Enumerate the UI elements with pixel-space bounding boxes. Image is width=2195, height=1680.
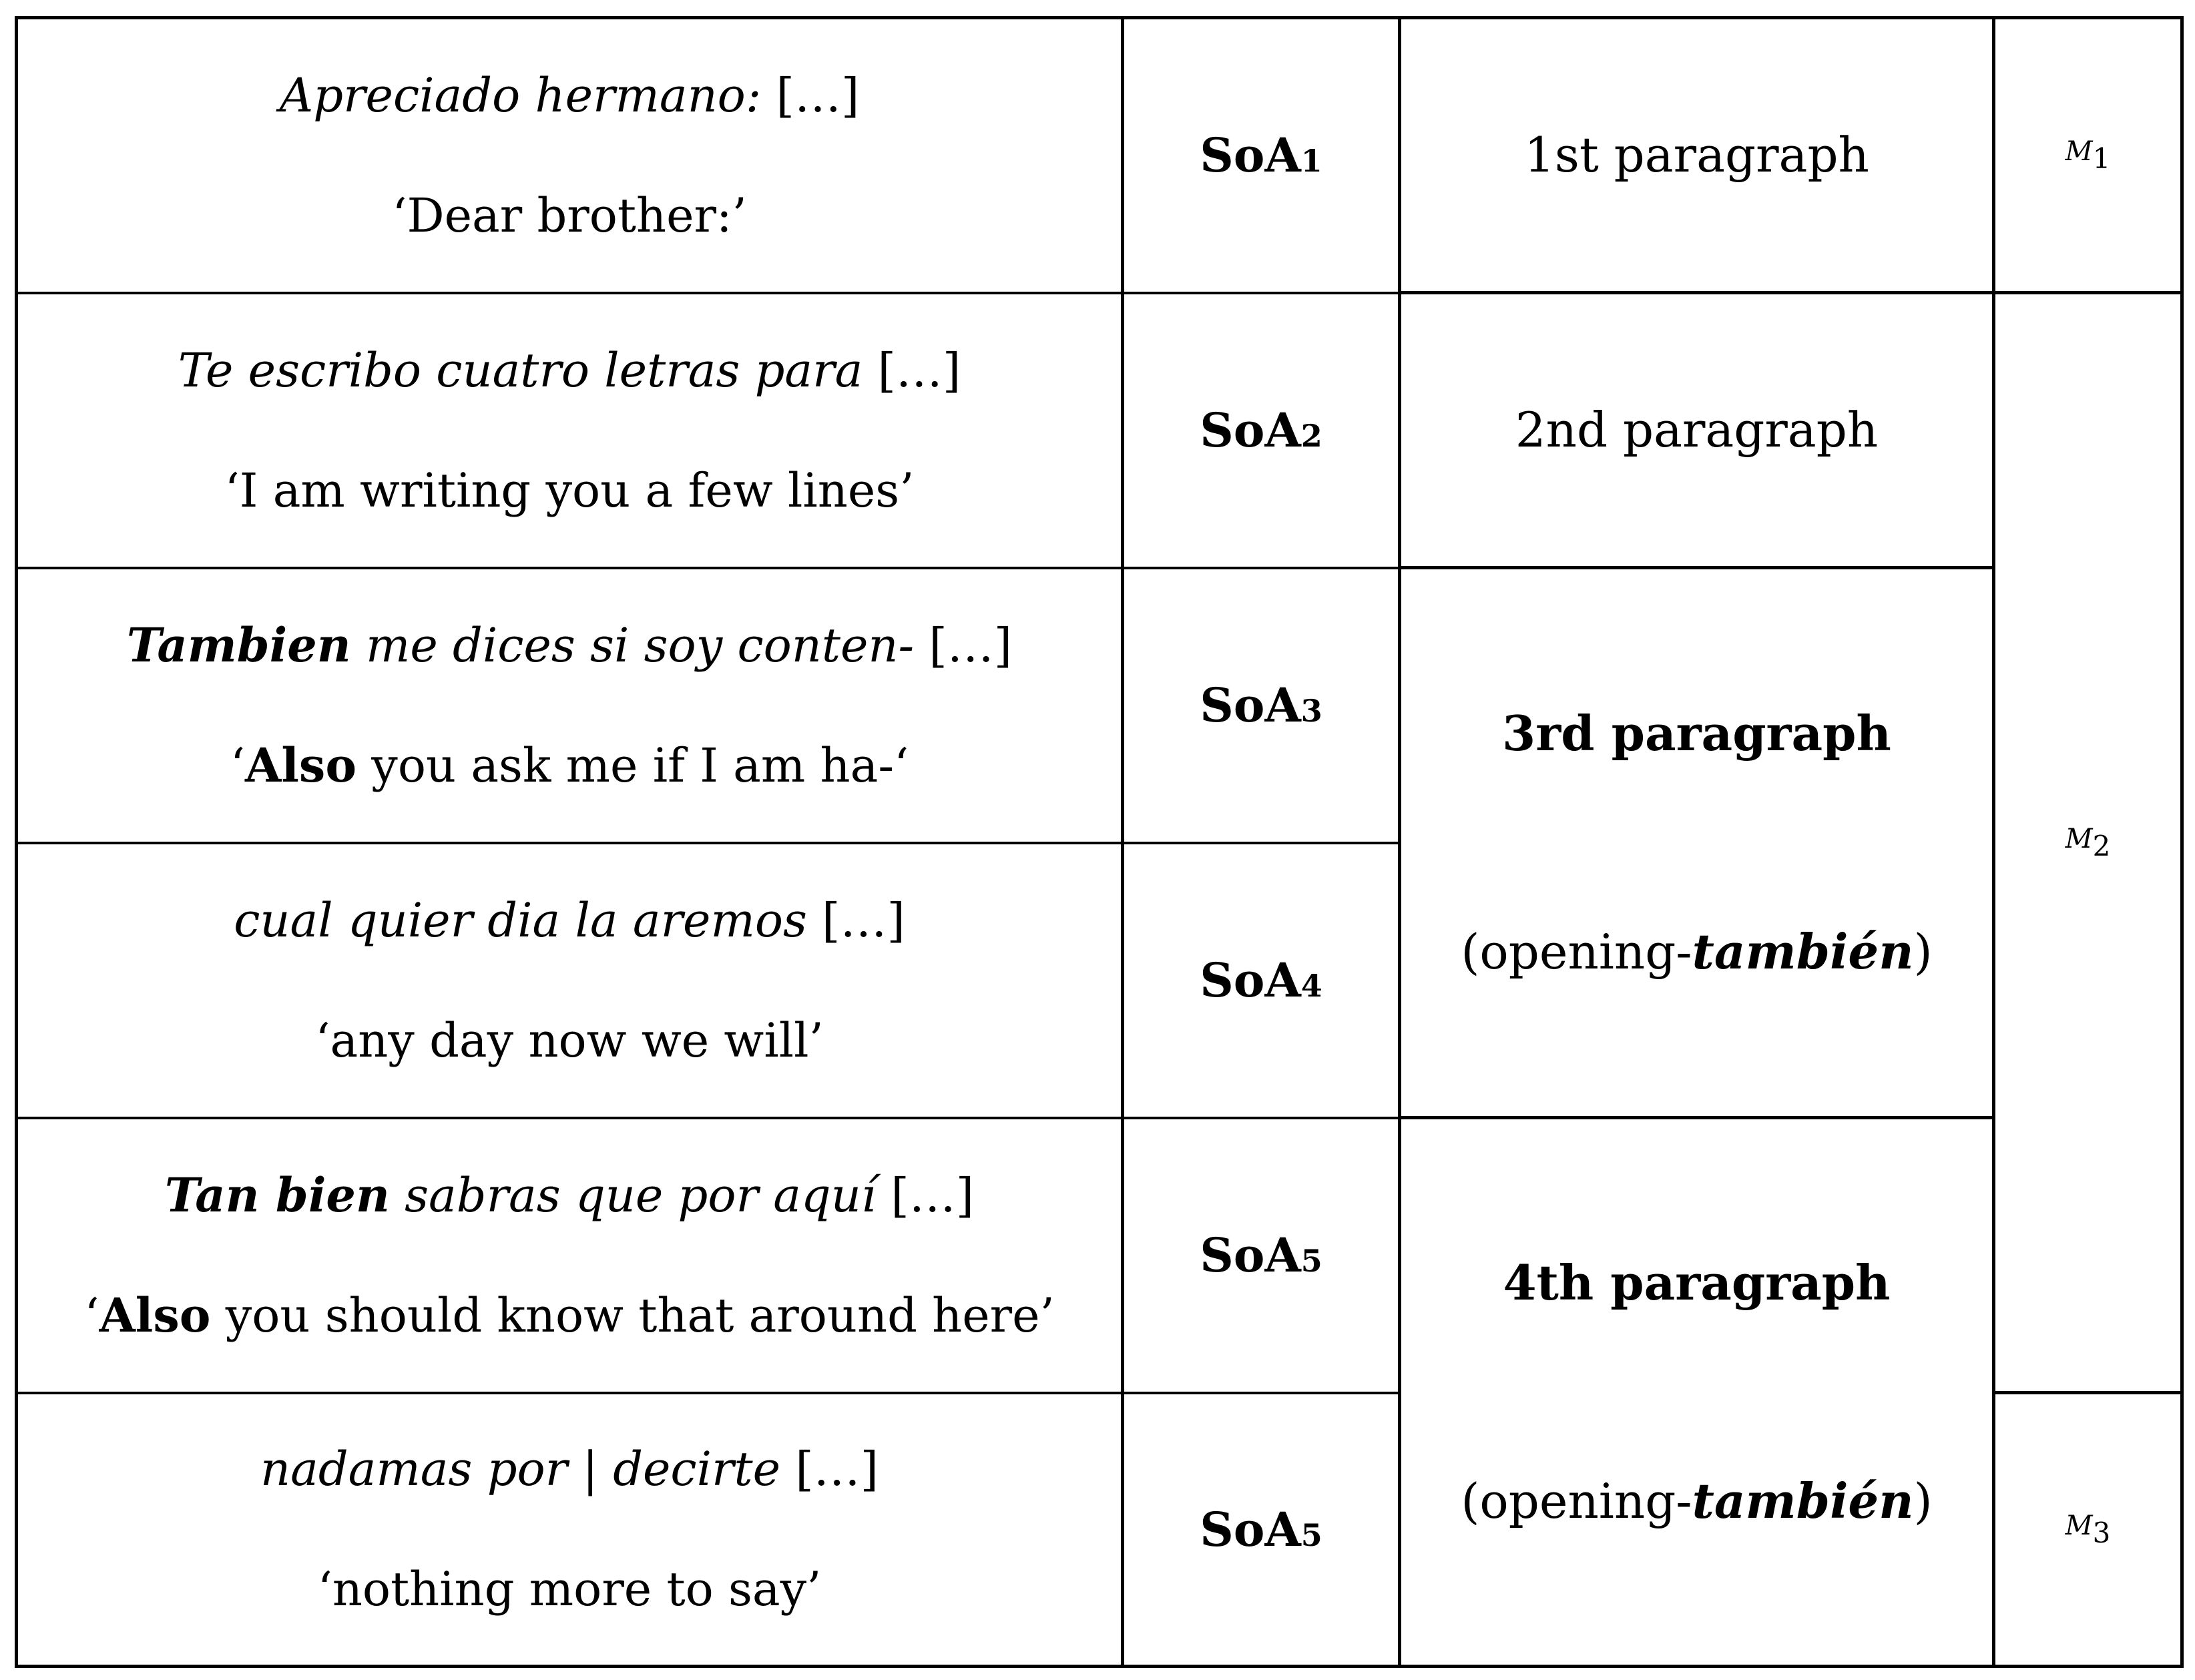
original-text: Apreciado hermano: […]: [279, 67, 860, 123]
move-cell: M2: [1994, 293, 2182, 1393]
example-cell: [17, 1393, 1123, 1667]
move-cell: M1: [1994, 18, 2182, 293]
gloss-text: ‘nothing more to say’: [317, 1562, 822, 1617]
table-row: [17, 18, 2182, 293]
paragraph-cell: [1400, 18, 1994, 293]
paragraph-title: 3rd paragraph: [1502, 705, 1891, 762]
paragraph-title: 1st paragraph: [1524, 127, 1869, 184]
gloss-table: [15, 16, 2184, 1668]
gloss-text: ‘Dear brother:’: [392, 188, 747, 243]
original-text: Tambien me dices si soy conten- […]: [126, 617, 1013, 673]
example-cell: [17, 568, 1123, 843]
original-text: nadamas por | decirte […]: [260, 1442, 879, 1497]
soa-cell: SoA3: [1123, 568, 1400, 843]
original-text: Tan bien sabras que por aquí […]: [164, 1167, 975, 1223]
move-cell: M3: [1994, 1393, 2182, 1667]
table-row: [17, 1118, 2182, 1393]
gloss-text: ‘any day now we will’: [315, 1013, 824, 1068]
example-cell: [17, 18, 1123, 293]
soa-cell: SoA1: [1123, 18, 1400, 293]
example-cell: [17, 293, 1123, 568]
soa-cell: SoA5: [1123, 1393, 1400, 1667]
original-text: cual quier dia la aremos […]: [234, 892, 905, 948]
paragraph-note: (opening-también): [1461, 1472, 1933, 1529]
original-text: Te escribo cuatro letras para […]: [178, 342, 961, 398]
table-row: [17, 568, 2182, 843]
gloss-text: ‘Also you ask me if I am ha-‘: [230, 737, 909, 793]
paragraph-note: (opening-también): [1461, 922, 1933, 980]
paragraph-cell: [1400, 1118, 1994, 1667]
soa-cell: SoA2: [1123, 293, 1400, 568]
paragraph-title: 2nd paragraph: [1515, 402, 1879, 459]
paragraph-title: 4th paragraph: [1503, 1254, 1891, 1312]
paragraph-cell: [1400, 568, 1994, 1118]
gloss-text: ‘Also you should know that around here’: [84, 1287, 1055, 1343]
soa-cell: SoA4: [1123, 843, 1400, 1118]
example-cell: [17, 1118, 1123, 1393]
paragraph-cell: [1400, 293, 1994, 568]
soa-cell: SoA5: [1123, 1118, 1400, 1393]
example-cell: [17, 843, 1123, 1118]
table-row: [17, 293, 2182, 568]
gloss-text: ‘I am writing you a few lines’: [224, 463, 915, 518]
